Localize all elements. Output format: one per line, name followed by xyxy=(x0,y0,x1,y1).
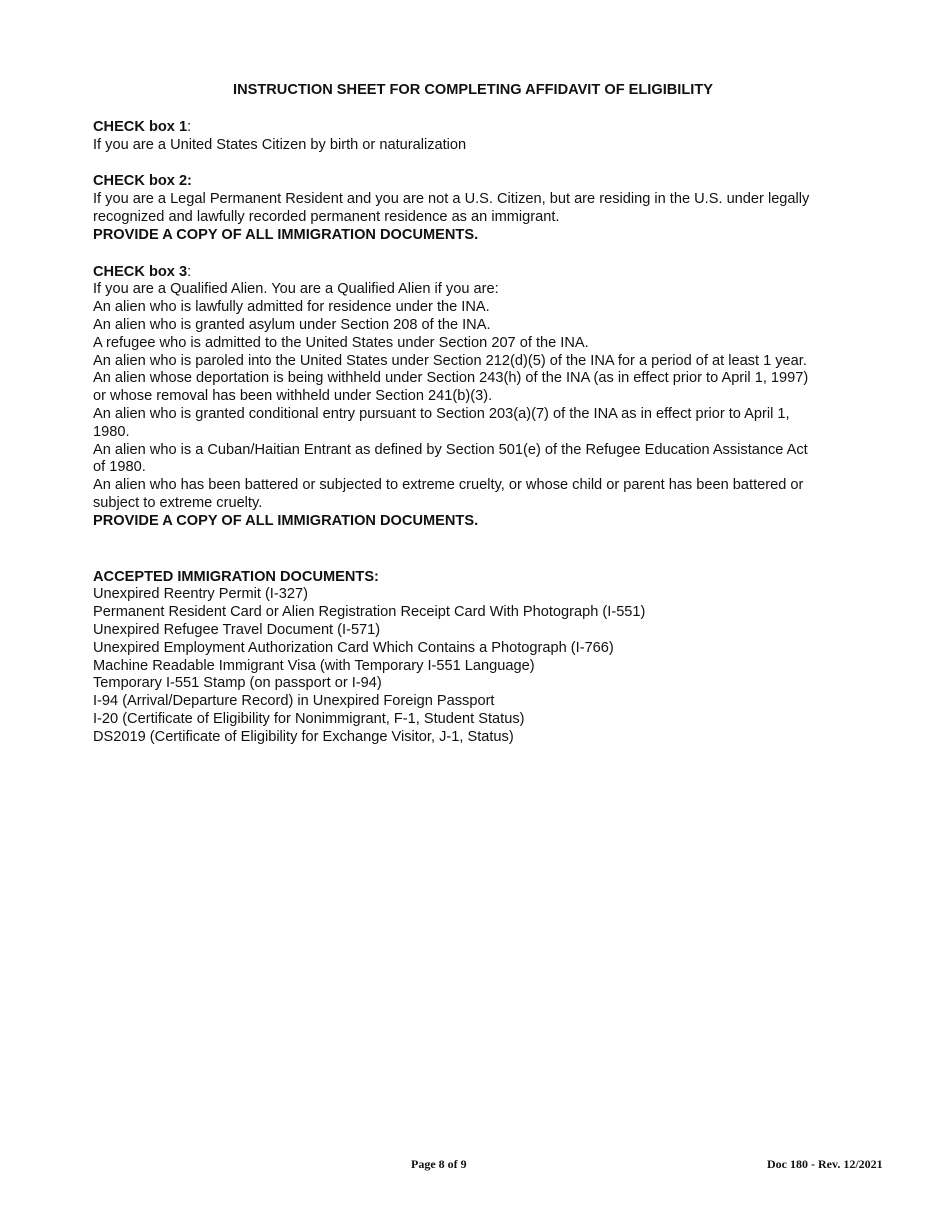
box3-provide-note: PROVIDE A COPY OF ALL IMMIGRATION DOCUMENTS. xyxy=(93,512,479,529)
box3-line: of 1980. xyxy=(93,459,146,476)
box3-line: An alien who has been battered or subjected to extreme cruelty, or whose child or parent has been battered or xyxy=(93,477,804,494)
box3-heading-line xyxy=(93,264,853,282)
box3-heading-colon: : xyxy=(187,263,192,280)
footer-doc-revision: Doc 180 - Rev. 12/2021 xyxy=(767,1157,883,1171)
box3-line: If you are a Qualified Alien. You are a Qualified Alien if you are: xyxy=(93,281,499,298)
accepted-documents-section xyxy=(93,569,853,747)
box2-heading: CHECK box 2: xyxy=(93,173,192,190)
box3-section xyxy=(93,264,853,531)
accepted-document-item: Unexpired Employment Authorization Card Which Contains a Photograph (I-766) xyxy=(93,639,614,656)
box2-line: recognized and lawfully recorded permanent residence as an immigrant. xyxy=(93,208,560,225)
box3-line: An alien who is granted asylum under Section 208 of the INA. xyxy=(93,316,491,333)
accepted-documents-heading: ACCEPTED IMMIGRATION DOCUMENTS: xyxy=(93,568,379,585)
box3-line: An alien who is a Cuban/Haitian Entrant as defined by Section 501(e) of the Refugee Education Assistance Act xyxy=(93,441,808,458)
accepted-document-item: Unexpired Refugee Travel Document (I-571) xyxy=(93,621,381,638)
box3-line: An alien whose deportation is being withheld under Section 243(h) of the INA (as in effect prior to April 1, 1997) xyxy=(93,370,809,387)
accepted-document-item: Unexpired Reentry Permit (I-327) xyxy=(93,586,308,603)
box1-heading: CHECK box 1 xyxy=(93,118,188,135)
box2-provide-note: PROVIDE A COPY OF ALL IMMIGRATION DOCUMENTS. xyxy=(93,226,479,243)
box3-line: 1980. xyxy=(93,423,130,440)
box3-line: subject to extreme cruelty. xyxy=(93,494,263,511)
page-title: INSTRUCTION SHEET FOR COMPLETING AFFIDAVIT OF ELIGIBILITY xyxy=(233,82,713,98)
box3-heading: CHECK box 3 xyxy=(93,263,188,280)
box3-line: A refugee who is admitted to the United States under Section 207 of the INA. xyxy=(93,334,589,351)
accepted-document-item: I-94 (Arrival/Departure Record) in Unexpired Foreign Passport xyxy=(93,693,495,710)
box1-heading-colon: : xyxy=(187,118,192,135)
accepted-document-item: Permanent Resident Card or Alien Registration Receipt Card With Photograph (I-551) xyxy=(93,604,646,621)
box1-section xyxy=(93,119,853,155)
box3-line: An alien who is granted conditional entry pursuant to Section 203(a)(7) of the INA as in effect prior to April 1, xyxy=(93,405,790,422)
accepted-document-item: Temporary I-551 Stamp (on passport or I-94) xyxy=(93,675,382,692)
box2-line: If you are a Legal Permanent Resident and you are not a U.S. Citizen, but are residing in the U.S. under legally xyxy=(93,191,810,208)
accepted-document-item: Machine Readable Immigrant Visa (with Temporary I-551 Language) xyxy=(93,657,535,674)
box3-line: or whose removal has been withheld under Section 241(b)(3). xyxy=(93,388,493,405)
accepted-document-item: I-20 (Certificate of Eligibility for Nonimmigrant, F-1, Student Status) xyxy=(93,710,525,727)
box3-line: An alien who is paroled into the United States under Section 212(d)(5) of the INA for a period of at least 1 year. xyxy=(93,352,807,369)
box1-text: If you are a United States Citizen by birth or naturalization xyxy=(93,136,467,153)
footer-page-number: Page 8 of 9 xyxy=(411,1157,467,1171)
box3-line: An alien who is lawfully admitted for residence under the INA. xyxy=(93,299,490,316)
box1-heading-line xyxy=(93,119,853,137)
box2-section xyxy=(93,173,853,244)
document-body xyxy=(93,82,853,766)
accepted-document-item: DS2019 (Certificate of Eligibility for Exchange Visitor, J-1, Status) xyxy=(93,728,514,745)
